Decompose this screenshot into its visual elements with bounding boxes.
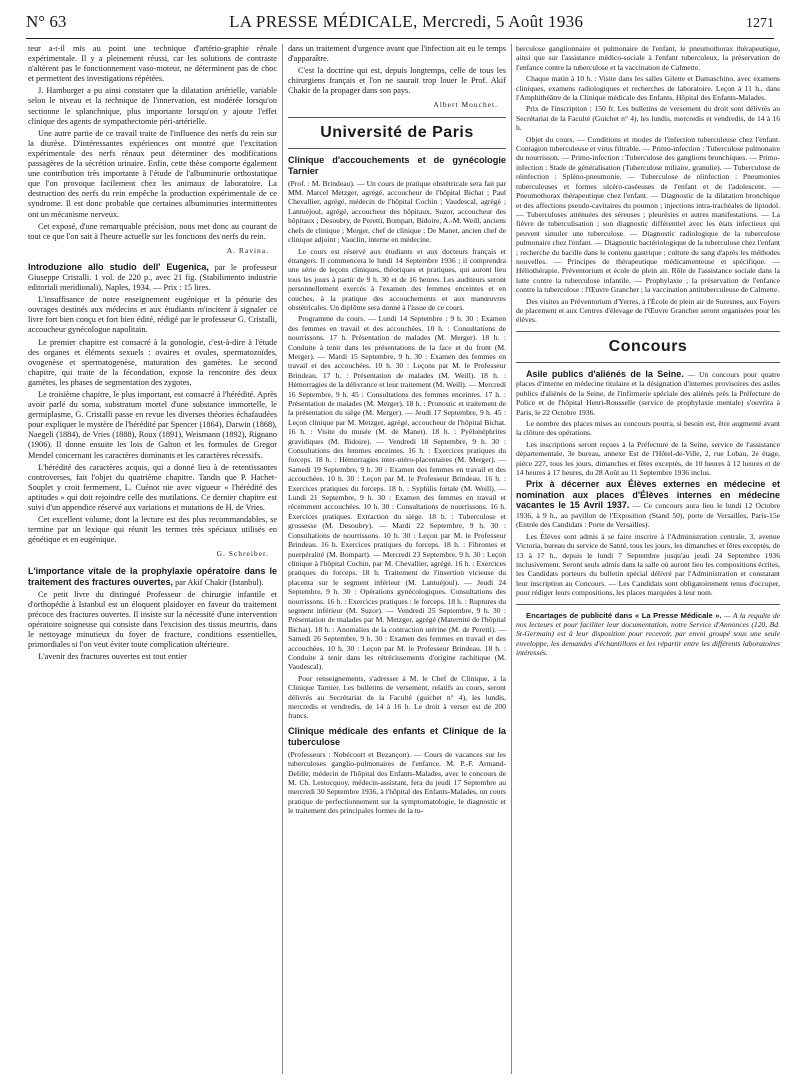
section-title: Université de Paris	[320, 123, 474, 141]
notice-text: — A la requête de nos lecteurs et pour faciliter leur documentation, notre Service d'Annonces (120, Bd. St-Germain) est à leur disposition pour recevoir, par envoi groupé sous une seule enveloppe, les demandes d'échantillons et les répartir entre les différents laboratoires intéressés.	[516, 610, 780, 658]
paragraph: L'avenir des fractures ouvertes est tout entier	[38, 652, 187, 662]
notice-entry	[516, 479, 780, 529]
paragraph: (Professeurs : Nobécourt et Bezançon). — Cours de vacances sur les tuberculoses ganglio-pulmonaires de l'enfance. M. P.-F. Armand-Delille, médecin de l'hôpital des Enfants-Malades, avec le concours de M. Ch. Lestocquoy, médecin-assistant, fera du jeudi 17 Septembre au mercredi 30 Septembre 1936, à l'hôpital des Enfants-Malades, un cours pratique de perfectionnement sur la symptomatologie, le diagnostic et le traitement des principales formes de la tu-	[288, 749, 506, 816]
section-title: Concours	[608, 337, 688, 355]
review-title: Introduzione allo studio dell' Eugenica,	[28, 261, 209, 272]
paragraph: Ce petit livre du distingué Professeur de chirurgie infantile et d'orthopédie à Istanbul est un éloquent plaidoyer en faveur du traitement précoce des fractures ouvertes. Il insiste sur la nécessité d'une intervention opératoire soigneuse qui consiste dans l'excision des tissus meurtris, dans le nettoyage minutieux du foyer de fracture, conditions essentielles, primordiales si l'on veut éviter toute complication ultérieure.	[28, 589, 277, 650]
section-heading-box	[516, 331, 780, 363]
advertising-notice	[516, 611, 780, 658]
paragraph: Une autre partie de ce travail traite de l'influence des nerfs du rein sur la diurèse. D'intéressantes expériences ont montré que l'excitation expérimentale des nerfs rénaux peut déterminer des modifications passagères de la sécrétion urinaire. Enfin, cette thèse comporte également une contribution très importante à l'étude de l'albuminurie orthostatique que l'on provoque facilement chez les animaux de laboratoire. La destruction des nerfs du rein empêche la production expérimentale de ce syndrome. Il est donc probable que certaines albuminuries intermittentes ont un mécanisme nerveux.	[28, 128, 277, 219]
notice-text: — Un concours pour quatre places d'interne en médecine titulaire et la désignation d'internes provisoires des asiles publics d'aliénés de la Seine, de l'infirmerie spéciale des aliénés près la Préfecture de Police et de l'hôpital Henri-Rousselle (service de prophylaxie mentale) s'ouvrira à Paris, le 22 Octobre 1936.	[516, 369, 780, 417]
paragraph: Pour renseignements, s'adresser à M. le Chef de Clinique, à la Clinique Tarnier. Les bulletins de versement, relatifs au cours, seront délivrés au Secrétariat de la Faculté (guichet n° 4), les lundis, mercredis et vendredis, de 14 à 16 h. Le droit à verser est de 200 francs.	[288, 673, 506, 721]
author-signature: A. Ravina.	[226, 245, 269, 255]
review-title: L'importance vitale de la prophylaxie opératoire dans le traitement des fractures ouvertes,	[28, 565, 277, 587]
review-entry	[28, 566, 277, 588]
page-number: 1271	[745, 16, 774, 31]
paragraph: J. Hamburger a pu ainsi constater que la dilatation artérielle, variable selon le niveau et la technique de l'innervation, est modérée lorsqu'on sectionne le splanchnique, plus importante lorsqu'on y ajoute l'effet clinique des agents de sympathectomie péri-artérielle.	[28, 86, 277, 126]
paragraph: teur a-t-il mis au point une technique d'artério-graphie rénale expérimentale. Il y a pleinement réussi, car les solutions de contraste n'altèrent pas le fonctionnement vaso-moteur, ne déterminent pas de choc et permettent des investigations répétées.	[28, 44, 277, 84]
author-signature: Albert Mouchet.	[433, 100, 498, 110]
separator-rule	[516, 604, 780, 605]
notice-title: Asile publics d'aliénés de la Seine.	[526, 368, 684, 379]
notice-title: Encartages de publicité dans « La Presse Médicale ».	[526, 610, 722, 620]
paragraph: Prix de l'inscription : 150 fr. Les bulletins de versement du droit sont délivrés au Secrétariat de la Faculté (Guichet n° 4), les lundis, mercredis et vendredis, de 14 à 16 h.	[516, 104, 780, 133]
column-right	[516, 44, 780, 1074]
column-left	[28, 44, 277, 1074]
notice-entry	[516, 369, 780, 417]
notice-title: Prix à décerner aux Élèves externes en médecine et nomination aux places d'Élèves internes en médecine vacantes le 15 Avril 1937.	[516, 479, 780, 511]
column-divider	[511, 44, 512, 1074]
paragraph: Cet excellent volume, dont la lecture est des plus recommandables, se termine par un lexique qui réunit les termes très spéciaux utilisés en génétique et en eugénique.	[28, 515, 277, 545]
course-title: Clinique médicale des enfants et Clinique de la tuberculose	[288, 725, 506, 747]
paragraph: Les inscriptions seront reçues à la Préfecture de la Seine, service de l'assistance départementale, 3e bureau, annexe Est de l'Hôtel-de-Ville, 2, rue Lobau, 2e étage, pièce 227, tous les jours, dimanches et fêtes exceptés, de 10 heures à 12 heures et de 14 heures à 17 heures, du 28 Août au 11 Septembre 1936 inclus.	[516, 439, 780, 478]
paragraph: berculose ganglionnaire et pulmonaire de l'enfant, le pneumothorax thérapeutique, ainsi que sur l'assistance médico-sociale à l'enfant tuberculeux, la préservation de l'enfance contre la tuberculose et la vaccination de Calmette.	[516, 44, 780, 72]
course-title: Clinique d'accouchements et de gynécologie Tarnier	[288, 154, 506, 176]
author-signature: G. Schreiber.	[216, 549, 269, 559]
page-header	[26, 12, 774, 36]
paragraph: Le nombre des places mises au concours pourra, si besoin est, être augmenté avant la clôture des opérations.	[516, 419, 780, 438]
notice-text: — Ce concours aura lieu le lundi 12 Octobre 1936, à 9 h., au pavillon de l'Exposition (Stand 50), porte de Versailles, Paris-15e (Entrée des Candidats : Porte de Versailles).	[516, 501, 780, 530]
section-heading-box	[288, 117, 506, 149]
paragraph: (Prof. : M. Brindeau). — Un cours de pratique obstétricale sera fait par MM. Marcel Metzger, agrégé, accoucheur de l'hôpital Bichat ; Paul Chevallier, agrégé, médecin de l'hôpital Cochin ; Vaudescal, agrégé ; Lantuéjoul, agrégé, accoucheur des hôpitaux, Suzor, accoucheur des hôpitaux ; Desoubry, de Peretti, Bompart, Bidoire, A.-M. Weill, anciens chefs de clinique ; Merger, chef de clinique ; De Manet, ancien chef de clinique adjoint ; Vauclin, interne en médecine.	[288, 178, 506, 245]
issue-number: N° 63	[26, 12, 67, 31]
paragraph: C'est la doctrine qui est, depuis longtemps, celle de tous les chirurgiens français et l'on ne saurait trop louer le Prof. Akif Chakir de la propager dans son pays.	[288, 66, 506, 96]
paragraph: Chaque matin à 10 h. : Visite dans les salles Gilette et Damaschino, avec examens cliniques, examens radiologiques et recherches de laboratoire. Leçon à 11 h., dans l'Amphithéâtre de la Clinique médicale des Enfants, Hôpital des Enfants-Malades.	[516, 74, 780, 103]
paragraph: L'hérédité des caractères acquis, qui a donné lieu à de retentissantes controverses, fait l'objet du quatrième chapitre. Tandis que P. Hachet-Souplet y croit fermement, L. Cuénot nie avec vigueur « l'hérédité des aptitudes » qui doit rejoindre celle des mutilations. Ce dernier chapitre est suivi d'un appendice réservé aux variations et mutations de H. de Vries.	[28, 462, 277, 513]
paragraph: Des visites au Préventorium d'Yerres, à l'École de plein air de Suresnes, aux Foyers de placement et aux Centres d'élevage de l'Œuvre Grancher seront organisées pour les élèves.	[516, 296, 780, 325]
paragraph: Le premier chapitre est consacré à la gonologie, c'est-à-dire à l'étude des organes et éléments sexuels : ovaires et ovules, spermatozoïdes, ovogenèse et spermatogenèse, maturation des gamètes. Le second chapitre, qui traite de la fécondation, expose la rencontre des deux gamètes, les phases de segmentation des zygotes.	[28, 337, 277, 387]
paragraph: Le cours est réservé aux étudiants et aux docteurs français et étrangers. Il commencera le lundi 14 Septembre 1936 ; il comprendra une série de leçons cliniques, théoriques et pratiques, qui auront lieu tous les jours à partir de 9 h. 30 et de 16 heures. Les auditeurs seront personnellement exercés à l'examen des femmes enceintes et en couches, à la pratique des accouchements et aux manœuvres obstétricales. Un diplôme sera donné à l'issue de ce cours.	[288, 246, 506, 312]
paragraph: Le troisième chapitre, le plus important, est consacré à l'hérédité. Après avoir parlé du soma, substratum mortel d'une substance immortelle, le germiplasme, G. Cristalli passe en revue les diverses théories échafaudées pour expliquer le mystère de l'hérédité par Spencer (1864), Darwin (1868), Naegeli (1884), de Vries (1888), Roux (1891), Weismann (1892), Rignano (1906). Il donne ensuite les lois de Galton et les formules de Gregor Mendel concernant les caractères dominants et les caractères récessifs.	[28, 390, 277, 460]
review-entry	[28, 262, 277, 293]
review-reference: par Akif Chakir (Istanbul).	[175, 577, 264, 587]
journal-line: LA PRESSE MÉDICALE, Mercredi, 5 Août 1936	[229, 12, 584, 31]
course-programme: Programme du cours. — Lundi 14 Septembre : 9 h. 30 : Examen des femmes en travail et des accouchées. 10 h. : Consultations de nourrissons. 17 h. Présentation de malades (M. Merger). 18 h. : Conduite à tenir dans les présentations de la face et du front (M. Merger). — Mardi 15 Septembre, 9 h. 30 : Examen des femmes en travail et des accouchées. 10 h. 30 : Leçons par M. le Professeur Brindeau. 17 h. : Présentation de malades (M. Weill). 18 h. : Hémorragies de la délivrance et leur traitement (M. Weill). — Mercredi 16 Septembre, 9 h. 45 : Consultations des femmes enceintes. 17 h. : Présentation de malades (M. Merger). 18 h. : Pronostic et traitement de la présentation du siège (M. Merger). — Jeudi 17 Septembre, 9 h. 45 : Leçon clinique par M. Metzger, agrégé, accoucheur de l'hôpital Bichat. 16 h. : Visite du musée (M. de Manet). 18 h. : Pyélonéphrites gravidiques (M. Bidoire). — Vendredi 18 Septembre, 9 h. 30 : Consultations des femmes enceintes. 16 h. : Exercices pratiques du forceps. 18 h. : Hémorragies inter-utéro-placentaires (M. Merger). — Samedi 19 Septembre, 9 h. 30 : Examen des femmes en travail et des accouchées. 10 h. 30 : Leçon par M. le Professeur Brindeau. 16 h. : Exercices pratiques du forceps. 18 h. : Syphilis fœtale (M. Weill). — Lundi 21 Septembre, 9 h. 30 : Examen des femmes en travail et récemment accouchées. 10 h. 30 : Consultations de nourrissons. 16 h. Exercices pratiques. Extraction du siège. 18 h. : Tuberculose et grossesse (M. Desoubry). — Mardi 22 Septembre, 9 h. 30 : Consultations de nourrissons. 10 h. 30 : Leçon par M. le Professeur Brindeau. 16 h. Exercices pratiques du forceps. 18 h. : Fibromes et puerpéralité (M. Bompart). — Mercredi 23 Septembre, 9 h. 30 : Leçon clinique à l'hôpital Cochin, par M. Chevallier, agrégé. 16 h. : Exercices pratiques du forceps. 18 h. Traitement de l'insertion vicieuse du placenta sur le segment inférieur (M. Lantuéjoul). — Jeudi 24 Septembre, 9 h. 30 : Opérations gynécologiques. Consultations des nourrissons. 16 h. : Exercices pratiques : le forceps. 18 h. : Ruptures du segment inférieur (M. Suzor). — Vendredi 25 Septembre, 9 h. 30 : Présentation de malades par M. Metzger, agrégé (Maternité de l'hôpital Bichat). 18 h. : Anomalies de la contraction utérine (M. de Peretti). — Samedi 26 Septembre, 9 h. 30 : Examen des femmes en travail et des accouchées. 10 h. 30 : Leçon par M. le Professeur Brindeau. 18 h. : Conduite à tenir dans les rétrécissements d'origine rachitique (M. Vaudescal).	[288, 314, 506, 672]
header-rule	[26, 38, 774, 39]
paragraph: Cet exposé, d'une remarquable précision, nous met donc au courant de tout ce que l'on sait à l'heure actuelle sur les fonctions des nerfs du rein.	[28, 221, 277, 241]
review-reference: par le professeur Giuseppe Cristalli. 1 vol. de 220 p., avec 21 fig. (Stabilimento industrie editoriali meridionali), Naples, 1934. — Prix : 15 lires.	[28, 262, 277, 293]
column-middle	[288, 44, 506, 1074]
paragraph: Les Élèves sont admis à se faire inscrire à l'Administration centrale, 3, avenue Victoria, bureau du service de Santé, tous les jours, les dimanches et fêtes exceptés, de 13 à 17 h., depuis le lundi 7 Septembre jusqu'au jeudi 24 Septembre 1936 inclusivement. Seront seuls admis dans la salle où auront lieu les compositions écrites, les Candidats porteurs du bulletin spécial délivré par l'Administration et constatant leur inscription au Concours. — Les Candidats sont obligatoirement tenus d'occuper, pour rédiger leurs compositions, les places marquées à leur nom.	[516, 531, 780, 598]
paragraph: dans un traitement d'urgence avant que l'infection ait eu le temps d'apparaître.	[288, 44, 506, 64]
paragraph: Objet du cours. — Conditions et modes de l'infection tuberculeuse chez l'enfant. Contagion tuberculeuse et virus filtrable. — Primo-infection : Tuberculose pulmonaire du nourrisson. — Primo-infection : Tuberculose des ganglions bronchiques. — Primo-infection : Stade de généralisation (Tuberculose miliaire, granulie). — Tuberculose de réinfection : Spléno-pneumonie. — Tuberculose de réinfection : Pneumonies tuberculeuses et formes ulcéro-caséeuses de l'enfant et de l'adolescent. — Pneumothorax thérapeutique chez l'enfant. — Diagnostic de la dilatation bronchique et des affections pseudo-cavitaires du poumon ; injections intra-trachéales de lipiodol. — Tuberculoses atténuées des séreuses ; pleurésies et autres manifestations. — La fièvre de tuberculisation ; son diagnostic différentiel avec les états infectieux qui peuvent simuler une tuberculose. — Diagnostic radiologique de la tuberculose pulmonaire chez l'enfant. — Diagnostic bactériologique de la tuberculose chez l'enfant ; recherche du bacille dans le contenu gastrique ; culture du sang d'après les méthodes nouvelles. — Principes de thérapeutique médicamenteuse et spécifique. — Héliothérapie. Préventorium et école de plein air. Rôle de l'assistance sociale dans la lutte contre la tuberculose infantile. — Prophylaxie ; la préservation de l'enfance contre la tuberculose : l'Œuvre Grancher ; la vaccination antituberculeuse de Calmette.	[516, 134, 780, 295]
column-divider	[282, 44, 283, 1074]
paragraph: L'insuffisance de notre enseignement eugénique et la pénurie des ouvrages destinés aux médecins et aux étudiants m'incitent à signaler ce livre fort bien conçu et fort bien édité, rédigé par le professeur G. Cristalli, accoucheur gynécologue napolitain.	[28, 295, 277, 335]
